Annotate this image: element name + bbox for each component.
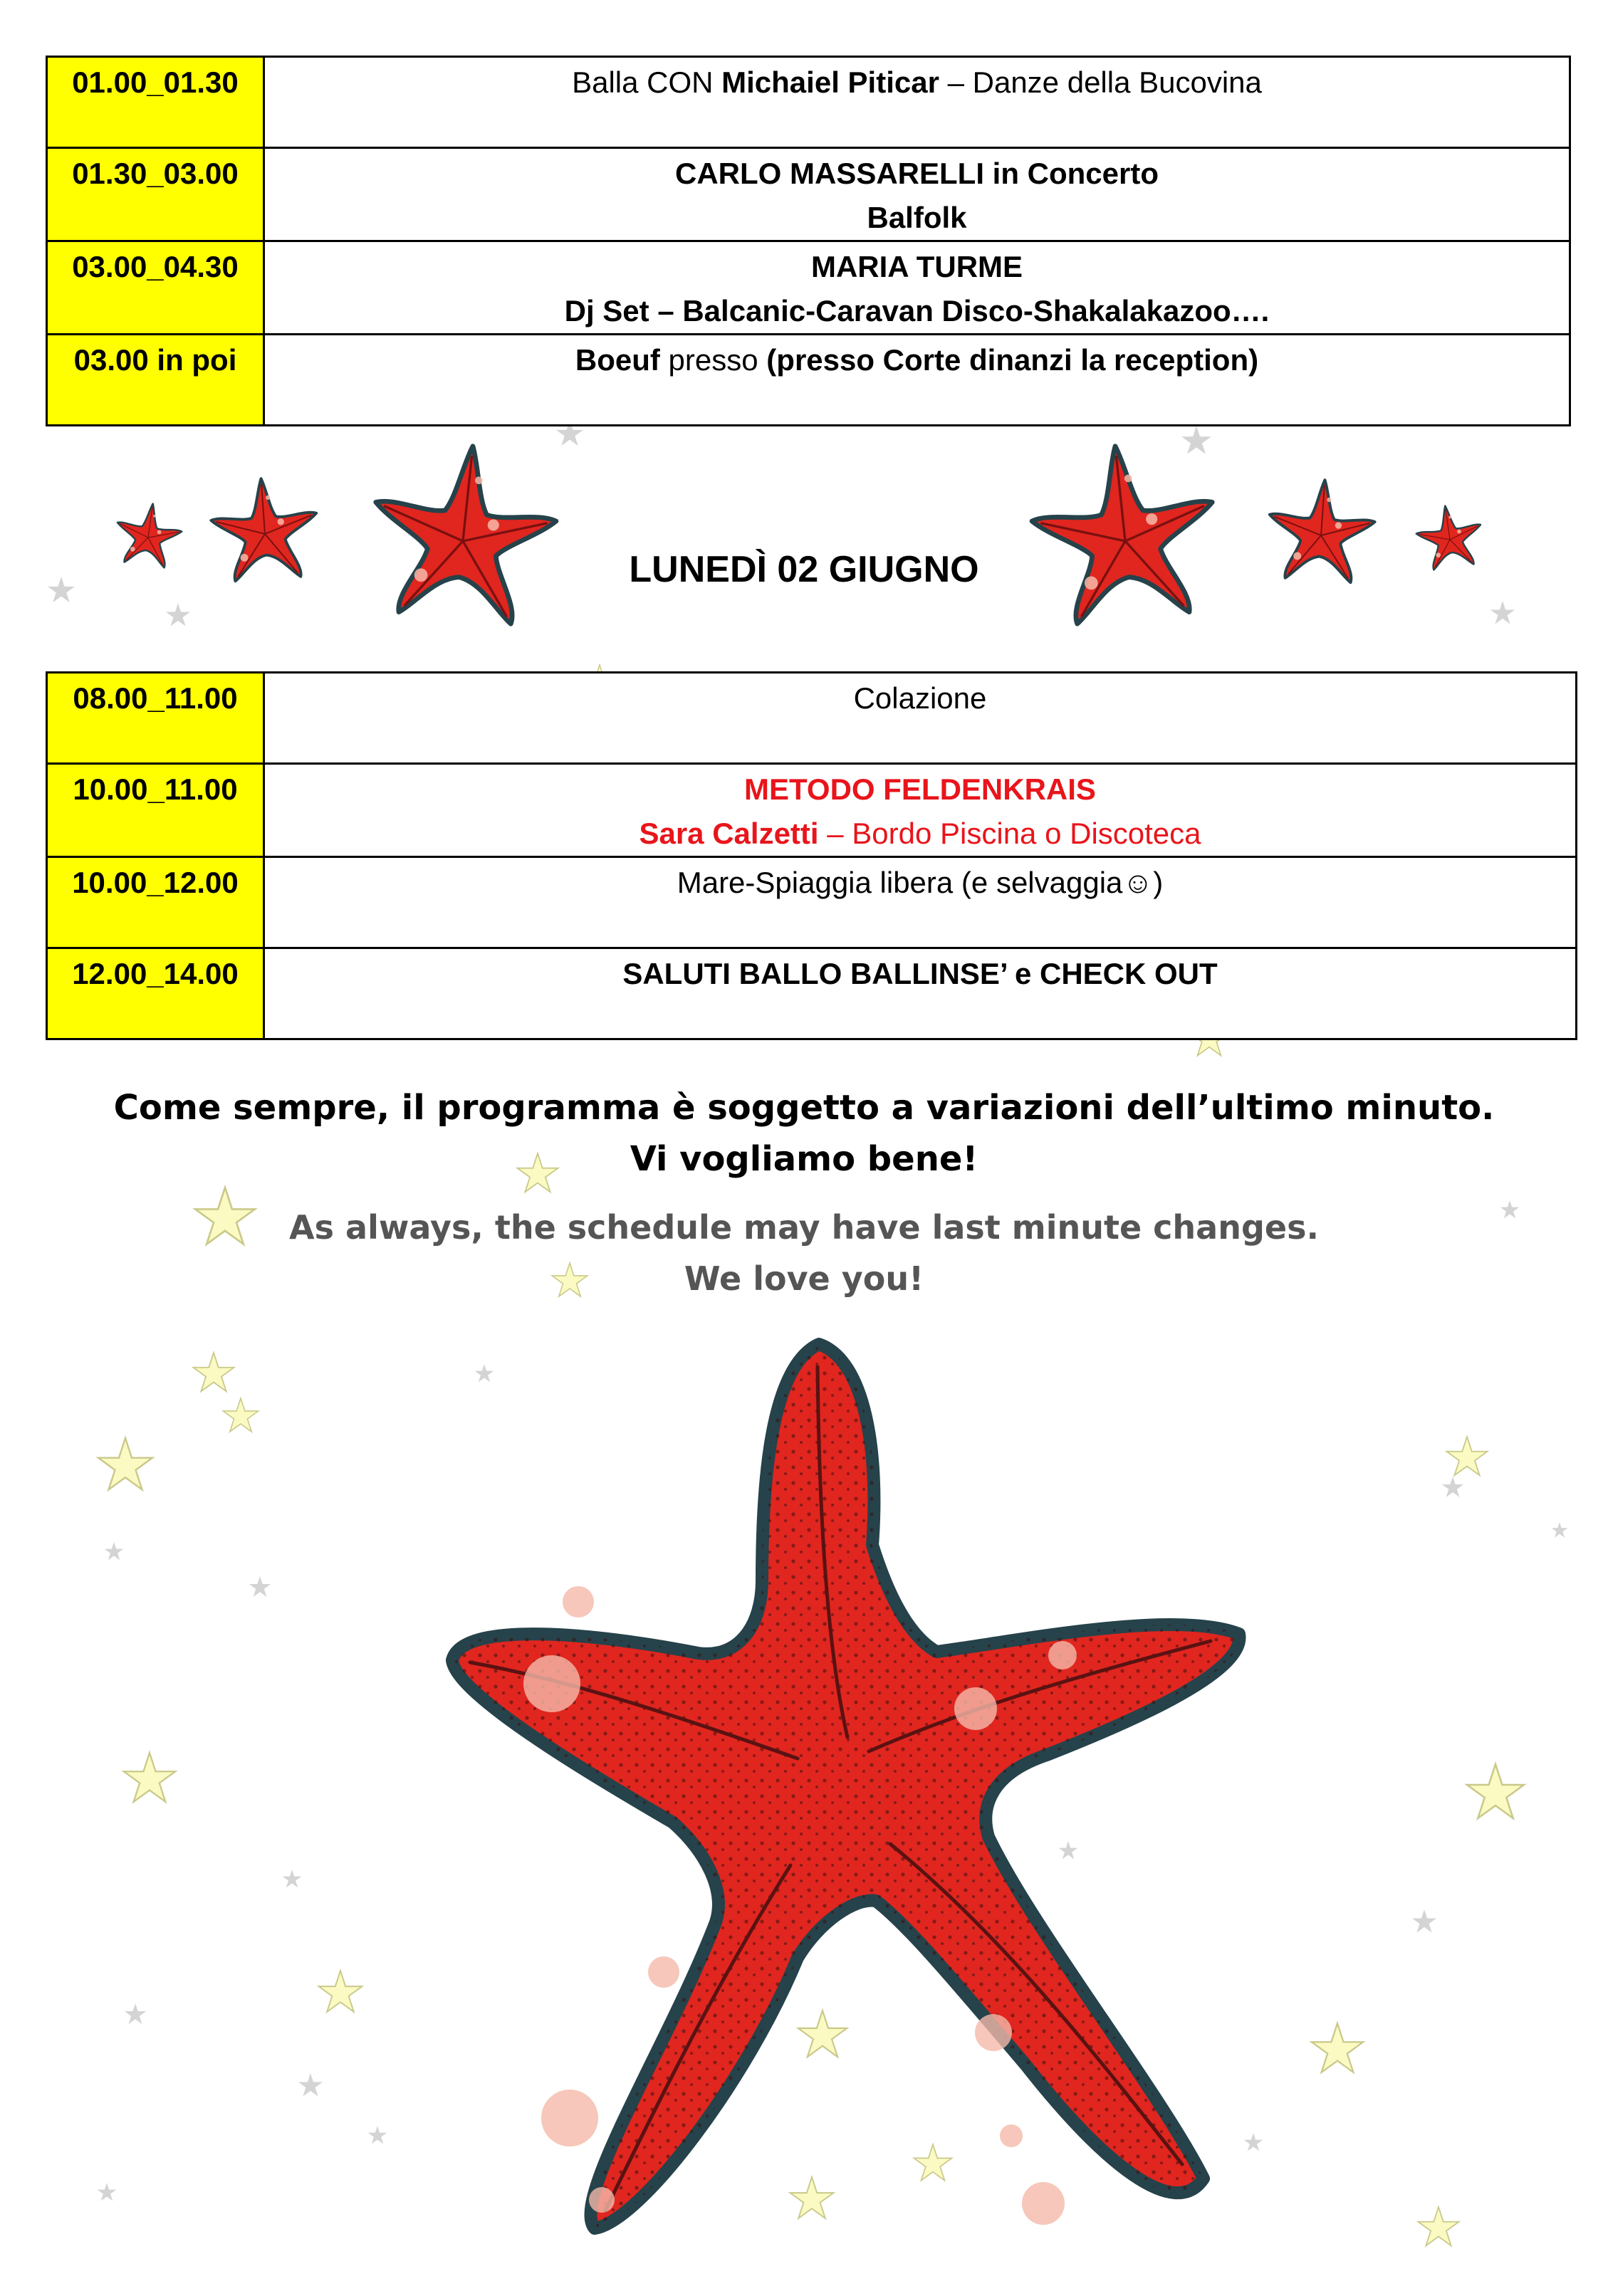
time-cell: 03.00 in poi bbox=[47, 335, 264, 426]
monday-schedule-table bbox=[46, 671, 1577, 1040]
note-line: As always, the schedule may have last minute changes. bbox=[289, 1208, 1319, 1247]
activity-cell bbox=[264, 335, 1570, 426]
time-cell: 01.30_03.00 bbox=[47, 148, 264, 241]
time-cell: 03.00_04.30 bbox=[47, 241, 264, 335]
activity-text: Balfolk bbox=[867, 201, 967, 234]
table-row bbox=[47, 241, 1570, 335]
activity-cell bbox=[264, 673, 1577, 764]
english-note bbox=[0, 1202, 1608, 1304]
time-cell: 08.00_11.00 bbox=[47, 673, 264, 764]
activity-text: Boeuf bbox=[575, 343, 660, 377]
activity-text: Michaiel Piticar bbox=[721, 65, 939, 99]
italian-note bbox=[0, 1082, 1608, 1185]
activity-text: CARLO MASSARELLI in Concerto bbox=[675, 157, 1159, 190]
starfish-icon bbox=[365, 436, 563, 627]
activity-text: presso bbox=[659, 343, 767, 377]
activity-cell bbox=[264, 148, 1570, 241]
note-line: Come sempre, il programma è soggetto a variazioni dell’ultimo minuto. bbox=[113, 1088, 1495, 1128]
activity-line bbox=[265, 861, 1575, 905]
starfish-header-decoration bbox=[0, 427, 1608, 655]
starfish-icon bbox=[1025, 436, 1223, 627]
activity-text: SALUTI BALLO BALLINSE’ e CHECK OUT bbox=[622, 957, 1218, 990]
activity-line bbox=[265, 952, 1575, 996]
time-cell: 01.00_01.30 bbox=[47, 57, 264, 148]
activity-text: Balla CON bbox=[572, 65, 722, 99]
activity-text: – Danze della Bucovina bbox=[939, 65, 1262, 99]
table-row bbox=[47, 948, 1577, 1039]
activity-line bbox=[265, 196, 1569, 240]
table-row bbox=[47, 148, 1570, 241]
activity-text: (presso Corte dinanzi la reception) bbox=[766, 343, 1259, 377]
activity-text: Dj Set – Balcanic-Caravan Disco-Shakalakazoo…. bbox=[564, 294, 1270, 327]
activity-line bbox=[265, 338, 1569, 382]
starfish-icon bbox=[452, 1344, 1240, 2228]
activity-text: Mare-Spiaggia libera (e selvaggia☺) bbox=[677, 866, 1164, 899]
activity-line bbox=[265, 289, 1569, 333]
activity-line bbox=[265, 767, 1575, 812]
table-row bbox=[47, 857, 1577, 948]
day-title: LUNEDÌ 02 GIUGNO bbox=[629, 549, 979, 590]
activity-cell bbox=[264, 241, 1570, 335]
activity-text: Sara Calzetti bbox=[639, 817, 819, 850]
activity-cell bbox=[264, 764, 1577, 857]
activity-line bbox=[265, 61, 1569, 105]
table-row bbox=[47, 335, 1570, 426]
activity-cell bbox=[264, 57, 1570, 148]
time-cell: 10.00_11.00 bbox=[47, 764, 264, 857]
activity-text: – Bordo Piscina o Discoteca bbox=[818, 817, 1201, 850]
activity-line bbox=[265, 812, 1575, 856]
activity-cell bbox=[264, 857, 1577, 948]
activity-line bbox=[265, 152, 1569, 196]
night-schedule-table bbox=[46, 56, 1571, 426]
activity-text: METODO FELDENKRAIS bbox=[744, 772, 1096, 806]
table-row bbox=[47, 57, 1570, 148]
activity-text: Colazione bbox=[853, 681, 987, 715]
time-cell: 10.00_12.00 bbox=[47, 857, 264, 948]
activity-text: MARIA TURME bbox=[810, 250, 1023, 283]
activity-line bbox=[265, 245, 1569, 289]
table-row bbox=[47, 673, 1577, 764]
note-line: We love you! bbox=[684, 1259, 924, 1298]
table-row bbox=[47, 764, 1577, 857]
activity-cell bbox=[264, 948, 1577, 1039]
activity-line bbox=[265, 676, 1575, 720]
note-line: Vi vogliamo bene! bbox=[630, 1139, 978, 1179]
large-starfish-illustration bbox=[299, 1324, 1310, 2292]
time-cell: 12.00_14.00 bbox=[47, 948, 264, 1039]
